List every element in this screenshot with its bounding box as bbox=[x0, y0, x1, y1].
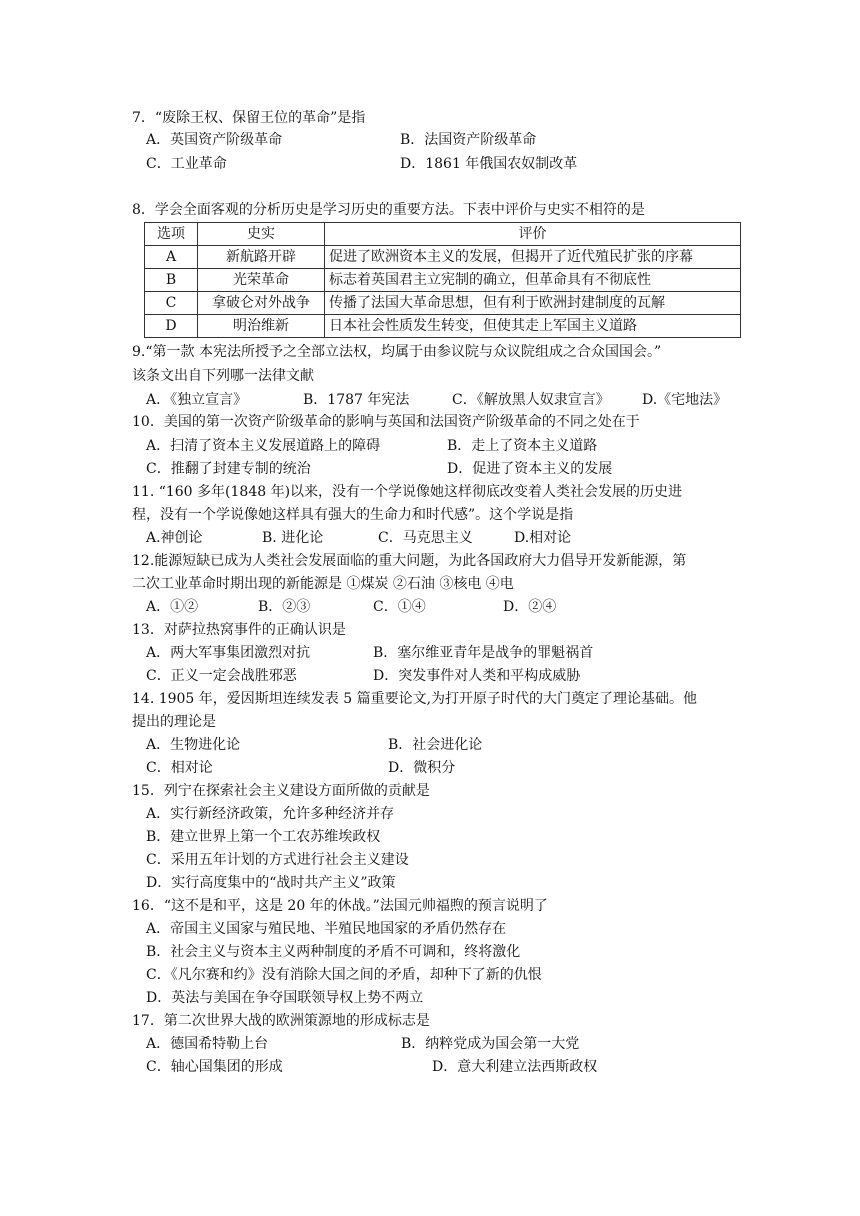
table-header-evaluation: 评价 bbox=[325, 223, 741, 246]
q17-option-d: D．意大利建立法西斯政权 bbox=[432, 1059, 598, 1075]
question-12-stem-line2: 二次工业革命时期出现的新能源是 ①煤炭 ②石油 ③核电 ④电 bbox=[132, 576, 514, 592]
q9-option-c: C．《解放黑人奴隶宣言》 bbox=[452, 392, 610, 408]
q11-option-c: C．马克思主义 bbox=[378, 530, 473, 546]
table-cell: C bbox=[145, 292, 198, 315]
q17-option-a: A．德国希特勒上台 bbox=[146, 1036, 269, 1052]
q7-option-d: D．1861 年俄国农奴制改革 bbox=[400, 156, 578, 172]
q10-option-b: B．走上了资本主义道路 bbox=[447, 438, 598, 454]
table-cell: 标志着英国君主立宪制的确立，但革命具有不彻底性 bbox=[325, 269, 741, 292]
q10-option-a: A．扫清了资本主义发展道路上的障碍 bbox=[146, 438, 381, 454]
q14-option-b: B．社会进化论 bbox=[388, 737, 483, 753]
q16-option-b: B．社会主义与资本主义两种制度的矛盾不可调和，终将激化 bbox=[146, 944, 521, 960]
q7-option-a: A．英国资产阶级革命 bbox=[146, 132, 283, 148]
table-header-row bbox=[145, 223, 741, 246]
question-15-stem: 15．列宁在探索社会主义建设方面所做的贡献是 bbox=[132, 783, 430, 799]
q12-option-c: C．①④ bbox=[373, 599, 426, 615]
question-17-stem: 17．第二次世界大战的欧洲策源地的形成标志是 bbox=[132, 1013, 430, 1029]
table-cell: B bbox=[145, 269, 198, 292]
question-13-stem: 13．对萨拉热窝事件的正确认识是 bbox=[132, 622, 346, 638]
q9-option-b: B．1787 年宪法 bbox=[303, 392, 410, 408]
q13-option-a: A．两大军事集团激烈对抗 bbox=[146, 645, 311, 661]
question-11-stem-line1: 11. “160 多年(1848 年)以来，没有一个学说像她这样彻底改变着人类社会发展的历史进 bbox=[132, 484, 683, 500]
q16-option-c: C．《凡尔赛和约》没有消除大国之间的矛盾，却种下了新的仇恨 bbox=[146, 967, 542, 983]
table-cell: A bbox=[145, 246, 198, 269]
question-9-stem-line1: 9.“第一款 本宪法所授予之全部立法权，均属于由参议院与众议院组成之合众国国会。” bbox=[132, 344, 662, 360]
q13-option-c: C．正义一定会战胜邪恶 bbox=[146, 668, 297, 684]
table-header-option: 选项 bbox=[145, 223, 198, 246]
q15-option-d: D．实行高度集中的“战时共产主义”政策 bbox=[146, 875, 396, 891]
question-9-stem-line2: 该条文出自下列哪一法律文献 bbox=[132, 368, 314, 384]
q10-option-d: D．促进了资本主义的发展 bbox=[447, 461, 613, 477]
table-row bbox=[145, 315, 741, 338]
q16-option-d: D．英法与美国在争夺国联领导权上势不两立 bbox=[146, 990, 424, 1006]
q7-option-b: B．法国资产阶级革命 bbox=[400, 132, 537, 148]
q17-option-b: B．纳粹党成为国会第一大党 bbox=[401, 1036, 580, 1052]
question-14-stem-line2: 提出的理论是 bbox=[132, 714, 216, 730]
q14-option-c: C．相对论 bbox=[146, 760, 213, 776]
q16-option-a: A．帝国主义国家与殖民地、半殖民地国家的矛盾仍然存在 bbox=[146, 921, 507, 937]
table-cell: 促进了欧洲资本主义的发展，但揭开了近代殖民扩张的序幕 bbox=[325, 246, 741, 269]
table-cell: 拿破仑对外战争 bbox=[198, 292, 325, 315]
table-row bbox=[145, 246, 741, 269]
q15-option-c: C．采用五年计划的方式进行社会主义建设 bbox=[146, 852, 409, 868]
table-cell: 传播了法国大革命思想，但有利于欧洲封建制度的瓦解 bbox=[325, 292, 741, 315]
q12-option-a: A．①② bbox=[146, 599, 199, 615]
question-14-stem-line1: 14. 1905 年，爱因斯坦连续发表 5 篇重要论文,为打开原子时代的大门奠定了理论基础。他 bbox=[132, 691, 698, 707]
q13-option-d: D．突发事件对人类和平构成威胁 bbox=[373, 668, 581, 684]
question-8-stem: 8．学会全面客观的分析历史是学习历史的重要方法。下表中评价与史实不相符的是 bbox=[132, 202, 645, 218]
table-cell: 光荣革命 bbox=[198, 269, 325, 292]
q14-option-a: A．生物进化论 bbox=[146, 737, 241, 753]
q12-option-d: D．②④ bbox=[503, 599, 557, 615]
table-cell: 日本社会性质发生转变，但使其走上军国主义道路 bbox=[325, 315, 741, 338]
q17-option-c: C．轴心国集团的形成 bbox=[146, 1059, 283, 1075]
q9-option-a: A．《独立宣言》 bbox=[146, 392, 248, 408]
q14-option-d: D．微积分 bbox=[388, 760, 456, 776]
q11-option-a: A.神创论 bbox=[146, 530, 203, 546]
table-cell: 新航路开辟 bbox=[198, 246, 325, 269]
table-cell: D bbox=[145, 315, 198, 338]
question-7-stem: 7．“废除王权、保留王位的革命”是指 bbox=[132, 110, 366, 126]
q10-option-c: C．推翻了封建专制的统治 bbox=[146, 461, 311, 477]
question-10-stem: 10．美国的第一次资产阶级革命的影响与英国和法国资产阶级革命的不同之处在于 bbox=[132, 414, 640, 430]
q9-option-d: D.《宅地法》 bbox=[642, 392, 728, 408]
table-header-fact: 史实 bbox=[198, 223, 325, 246]
table-row bbox=[145, 269, 741, 292]
question-11-stem-line2: 程，没有一个学说像她这样具有强大的生命力和时代感”。这个学说是指 bbox=[132, 507, 574, 523]
q15-option-a: A．实行新经济政策，允许多种经济并存 bbox=[146, 806, 395, 822]
q11-option-b: B. 进化论 bbox=[262, 530, 324, 546]
evaluation-table bbox=[144, 222, 741, 338]
q13-option-b: B．塞尔维亚青年是战争的罪魁祸首 bbox=[373, 645, 594, 661]
table-row bbox=[145, 292, 741, 315]
q7-option-c: C．工业革命 bbox=[146, 156, 227, 172]
question-16-stem: 16．“这不是和平，这是 20 年的休战。”法国元帅福煦的预言说明了 bbox=[132, 898, 548, 914]
q15-option-b: B．建立世界上第一个工农苏维埃政权 bbox=[146, 829, 381, 845]
q12-option-b: B．②③ bbox=[258, 599, 311, 615]
table-cell: 明治维新 bbox=[198, 315, 325, 338]
question-12-stem-line1: 12.能源短缺已成为人类社会发展面临的重大问题，为此各国政府大力倡导开发新能源，第 bbox=[132, 553, 687, 569]
q11-option-d: D.相对论 bbox=[514, 530, 572, 546]
